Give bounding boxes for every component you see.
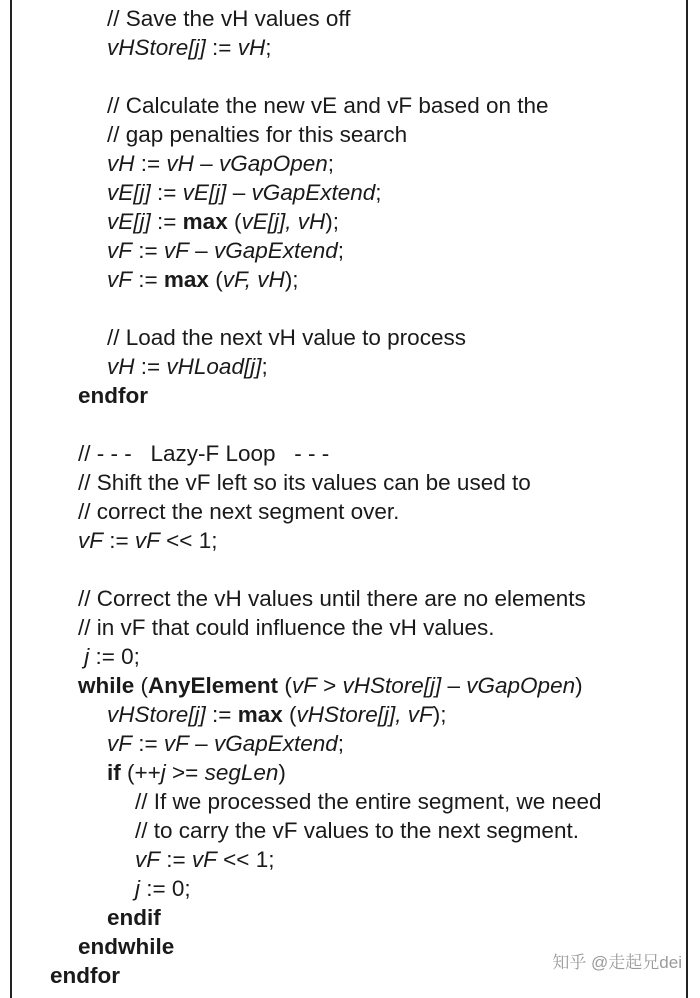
code-text: – xyxy=(188,238,214,263)
pseudocode-block xyxy=(0,4,700,990)
code-identifier: vF xyxy=(291,673,317,698)
code-line xyxy=(0,236,700,265)
code-line xyxy=(0,149,700,178)
code-identifier: vF xyxy=(134,528,160,553)
code-identifier: vHStore[j] xyxy=(107,702,206,727)
code-text: ); xyxy=(284,267,299,292)
code-identifier: vHStore[j] xyxy=(107,35,206,60)
code-identifier: vF xyxy=(163,731,189,756)
code-line xyxy=(0,207,700,236)
code-identifier: vH xyxy=(166,151,194,176)
code-text: ) xyxy=(278,760,286,785)
code-line xyxy=(0,4,700,33)
code-text: := xyxy=(103,528,135,553)
code-line xyxy=(0,439,700,468)
code-identifier: j xyxy=(84,644,90,669)
code-text: ; xyxy=(327,151,335,176)
code-line xyxy=(0,642,700,671)
code-identifier: vF xyxy=(191,847,217,872)
code-text: ; xyxy=(261,354,268,379)
code-text: – xyxy=(188,731,214,756)
code-text: << 1; xyxy=(216,847,275,872)
code-identifier: vGapOpen xyxy=(466,673,576,698)
code-line xyxy=(0,62,700,91)
code-identifier: vHLoad[j] xyxy=(166,354,262,379)
code-text: // Correct the vH values until there are no elements xyxy=(78,586,586,611)
code-text: := xyxy=(134,151,167,176)
code-identifier: vF xyxy=(78,528,103,553)
code-keyword: AnyElement xyxy=(148,673,279,698)
code-keyword: max xyxy=(237,702,283,727)
code-text: ; xyxy=(337,731,345,756)
code-text: := xyxy=(132,267,164,292)
code-text: ) xyxy=(575,673,583,698)
code-text: // Load the next vH value to process xyxy=(107,325,466,350)
code-text: := xyxy=(132,238,164,263)
code-identifier: vH xyxy=(107,354,135,379)
code-line xyxy=(0,497,700,526)
code-identifier: vF xyxy=(107,238,132,263)
code-text: := xyxy=(205,702,238,727)
code-text: // Shift the vF left so its values can be used to xyxy=(78,470,531,495)
code-text: > xyxy=(316,673,343,698)
code-text: // gap penalties for this search xyxy=(107,122,408,147)
code-identifier: vGapExtend xyxy=(213,731,338,756)
code-text: << 1; xyxy=(159,528,218,553)
code-line xyxy=(0,120,700,149)
code-text: // - - - Lazy-F Loop - - - xyxy=(78,441,330,466)
code-text: ( xyxy=(278,673,292,698)
code-line xyxy=(0,410,700,439)
code-text: ( xyxy=(282,702,297,727)
code-identifier: vE[j], vH xyxy=(241,209,326,234)
code-line xyxy=(0,584,700,613)
code-text: // Calculate the new vE and vF based on the xyxy=(107,93,549,118)
code-identifier: vHStore[j] xyxy=(342,673,442,698)
code-keyword: max xyxy=(182,209,228,234)
code-keyword: endif xyxy=(107,905,161,930)
code-text: := 0; xyxy=(89,644,140,669)
code-line xyxy=(0,555,700,584)
code-text: // If we processed the entire segment, we need xyxy=(135,789,602,814)
code-identifier: vF xyxy=(107,267,132,292)
code-text: ( xyxy=(227,209,242,234)
code-line xyxy=(0,700,700,729)
code-text: := xyxy=(134,354,167,379)
code-text: ( xyxy=(208,267,223,292)
code-identifier: j xyxy=(135,876,140,901)
code-identifier: segLen xyxy=(204,760,279,785)
code-identifier: vGapOpen xyxy=(218,151,328,176)
code-line xyxy=(0,671,700,700)
code-line xyxy=(0,381,700,410)
code-text: // in vF that could influence the vH values. xyxy=(78,615,495,640)
watermark: 知乎 @走起兄dei xyxy=(552,953,682,972)
code-line xyxy=(0,874,700,903)
code-text: (++ xyxy=(120,760,161,785)
code-line xyxy=(0,91,700,120)
code-identifier: vE[j] xyxy=(107,209,151,234)
code-text: ; xyxy=(337,238,345,263)
code-line xyxy=(0,33,700,62)
code-text: >= xyxy=(165,760,205,785)
code-text: ; xyxy=(375,180,382,205)
code-identifier: vGapExtend xyxy=(213,238,338,263)
code-line xyxy=(0,758,700,787)
code-text: // to carry the vF values to the next segment. xyxy=(135,818,579,843)
code-keyword: max xyxy=(163,267,209,292)
code-line xyxy=(0,323,700,352)
code-line xyxy=(0,526,700,555)
code-line xyxy=(0,787,700,816)
code-text: – xyxy=(441,673,467,698)
code-identifier: vH xyxy=(107,151,135,176)
code-line xyxy=(0,265,700,294)
code-keyword: endfor xyxy=(50,963,120,988)
code-text: – xyxy=(226,180,252,205)
code-identifier: vE[j] xyxy=(182,180,227,205)
code-text: // correct the next segment over. xyxy=(78,499,400,524)
code-text: ); xyxy=(432,702,447,727)
code-text: ; xyxy=(265,35,272,60)
code-text: – xyxy=(193,151,219,176)
code-text: := 0; xyxy=(140,876,191,901)
code-identifier: j xyxy=(160,760,166,785)
code-line xyxy=(0,845,700,874)
code-identifier: vF, vH xyxy=(222,267,285,292)
code-identifier: vF xyxy=(135,847,160,872)
code-identifier: vF xyxy=(163,238,189,263)
code-line xyxy=(0,352,700,381)
code-text: := xyxy=(205,35,238,60)
code-text: ( xyxy=(134,673,149,698)
code-identifier: vHStore[j], vF xyxy=(296,702,433,727)
code-line xyxy=(0,729,700,758)
code-line xyxy=(0,903,700,932)
code-text: := xyxy=(132,731,164,756)
code-text: := xyxy=(160,847,192,872)
code-text: ); xyxy=(325,209,339,234)
code-text: := xyxy=(150,209,183,234)
code-keyword: endfor xyxy=(78,383,148,408)
code-identifier: vE[j] xyxy=(107,180,151,205)
code-line xyxy=(0,816,700,845)
code-line xyxy=(0,294,700,323)
code-identifier: vF xyxy=(107,731,132,756)
code-text: // Save the vH values off xyxy=(107,6,351,31)
code-line xyxy=(0,468,700,497)
code-line xyxy=(0,178,700,207)
code-keyword: if xyxy=(107,760,121,785)
code-keyword: while xyxy=(78,673,135,698)
code-line xyxy=(0,613,700,642)
code-keyword: endwhile xyxy=(78,934,175,959)
code-text: := xyxy=(150,180,183,205)
code-identifier: vGapExtend xyxy=(251,180,376,205)
code-identifier: vH xyxy=(237,35,266,60)
